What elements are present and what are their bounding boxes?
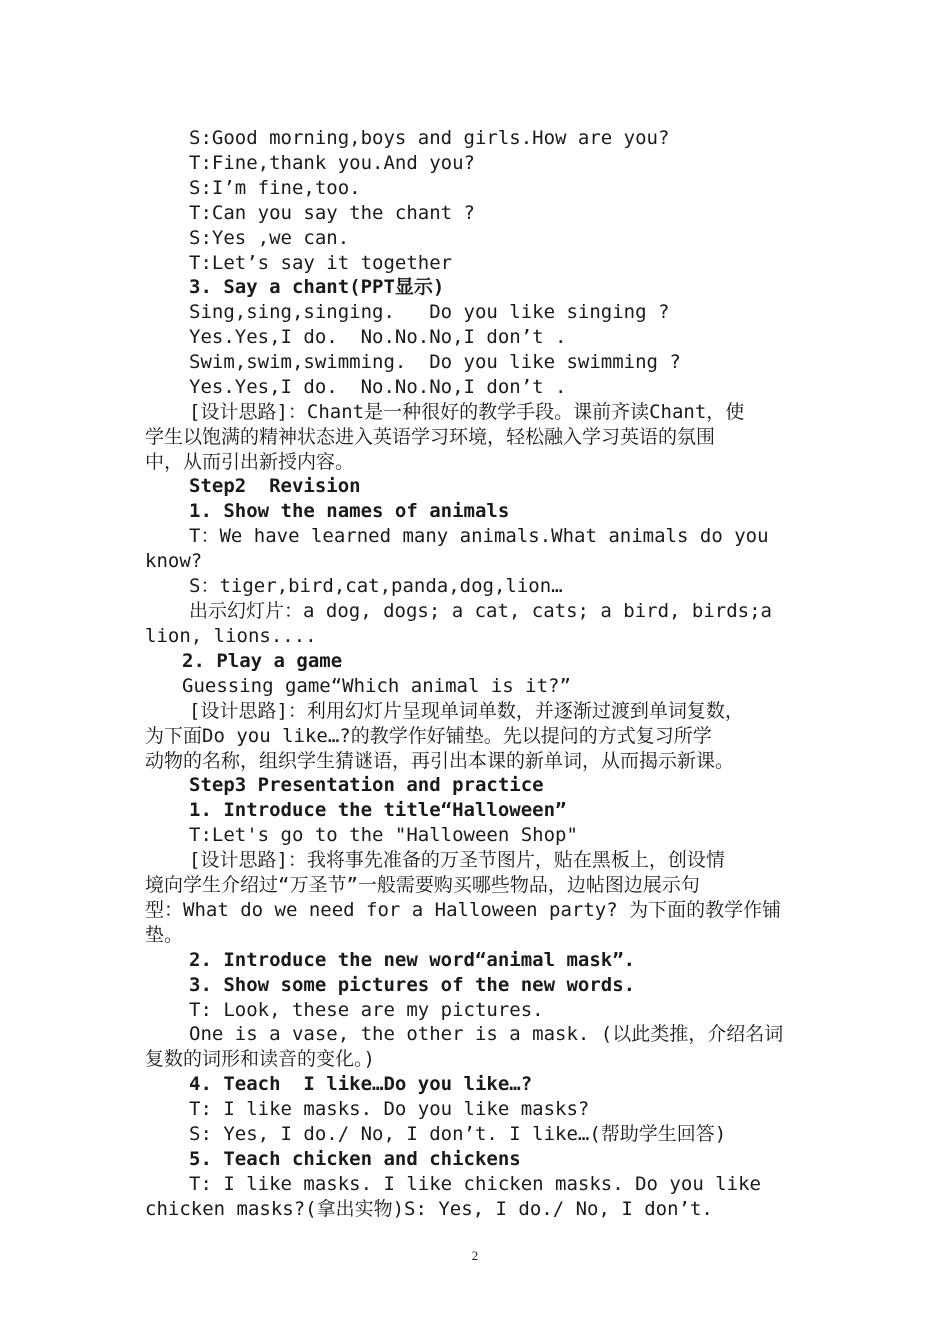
text-line: S：tiger,bird,cat,panda,dog,lion… (189, 575, 563, 597)
text-line: One is a vase, the other is a mask. (以此类推，介绍名词 (189, 1023, 784, 1045)
text-line: 出示幻灯片：a dog, dogs; a cat, cats; a bird, birds;a (189, 600, 772, 622)
text-line: T：We have learned many animals.What animals do you (189, 525, 769, 547)
text-line: Yes.Yes,I do. No.No.No,I don’t . (189, 376, 567, 398)
text-line: 中，从而引出新授内容。 (145, 451, 355, 473)
section-heading: Step2 Revision (189, 475, 361, 497)
text-line: 复数的词形和读音的变化。) (145, 1048, 375, 1070)
text-line: Guessing game“Which animal is it?” (182, 675, 571, 697)
text-line: T:Let's go to the "Halloween Shop" (189, 824, 578, 846)
text-line: 学生以饱满的精神状态进入英语学习环境，轻松融入学习英语的氛围 (145, 426, 716, 448)
section-heading: 3. Say a chant(PPT显示) (189, 276, 445, 298)
text-line: 型：What do we need for a Halloween party? 为下面的教学作铺 (145, 899, 782, 921)
text-line: know? (145, 550, 203, 572)
section-heading: 3. Show some pictures of the new words. (189, 974, 636, 996)
text-line: T:Let’s say it together (189, 252, 453, 274)
text-line: [设计思路]：Chant是一种很好的教学手段。课前齐读Chant，使 (189, 401, 745, 423)
text-line: T: I like masks. Do you like masks? (189, 1098, 590, 1120)
text-line: lion, lions.... (145, 625, 317, 647)
text-line: 为下面Do you like…?的教学作好铺垫。先以提问的方式复习所学 (145, 725, 712, 747)
text-line: Sing,sing,singing. Do you like singing ? (189, 301, 670, 323)
text-line: S:Yes ,we can. (189, 227, 350, 249)
text-line: chicken masks?(拿出实物)S: Yes, I do./ No, I don’t. (145, 1198, 713, 1220)
text-line: T:Can you say the chant ? (189, 202, 475, 224)
text-line: S: Yes, I do./ No, I don’t. I like…(帮助学生回答) (189, 1123, 727, 1145)
text-line: S:I’m fine,too. (189, 177, 361, 199)
text-line: [设计思路]：我将事先准备的万圣节图片，贴在黑板上，创设情 (189, 849, 725, 871)
text-line: S:Good morning,boys and girls.How are you? (189, 127, 670, 149)
text-line: Yes.Yes,I do. No.No.No,I don’t . (189, 326, 567, 348)
text-line: 动物的名称，组织学生猜谜语，再引出本课的新单词，从而揭示新课。 (145, 750, 735, 772)
section-heading: 2. Introduce the new word“animal mask”. (189, 949, 636, 971)
text-line: Swim,swim,swimming. Do you like swimming ? (189, 351, 681, 373)
text-line: T: Look, these are my pictures. (189, 999, 544, 1021)
section-heading: 1. Show the names of animals (189, 500, 510, 522)
section-heading: 1. Introduce the title“Halloween” (189, 799, 567, 821)
section-heading: 5. Teach chicken and chickens (189, 1148, 521, 1170)
text-line: 境向学生介绍过“万圣节”一般需要购买哪些物品，边帖图边展示句 (145, 874, 700, 896)
text-line: [设计思路]：利用幻灯片呈现单词单数，并逐渐过渡到单词复数， (189, 700, 744, 722)
text-line: 垫。 (145, 924, 184, 946)
section-heading: 2. Play a game (182, 650, 343, 672)
page-number: 2 (471, 1248, 479, 1263)
section-heading: 4. Teach I like…Do you like…? (189, 1073, 533, 1095)
text-line: T:Fine,thank you.And you? (189, 152, 475, 174)
text-line: T: I like masks. I like chicken masks. Do you like (189, 1173, 761, 1195)
section-heading: Step3 Presentation and practice (189, 774, 544, 796)
